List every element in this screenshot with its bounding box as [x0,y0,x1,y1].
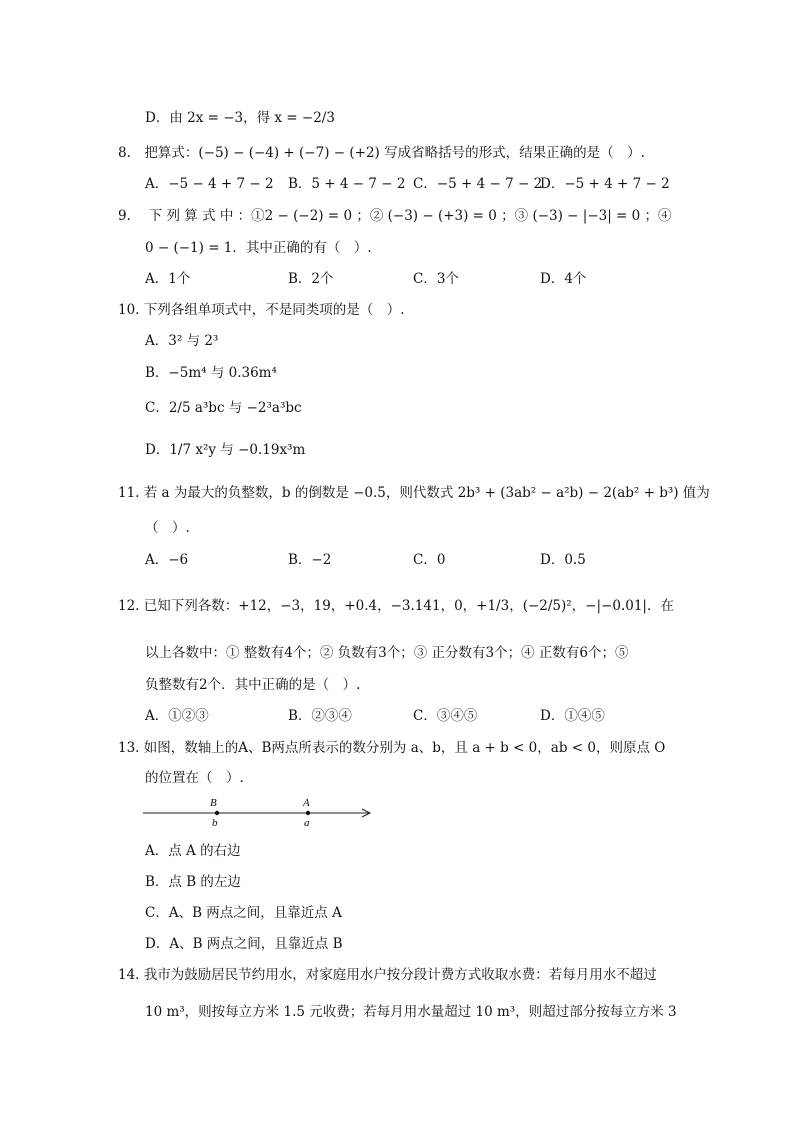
q11-option-a: A．−6 [145,552,189,568]
q8-options [0,174,794,194]
q10-option-a: A．3² 与 2³ [145,333,219,349]
point-b-label: B [210,797,217,809]
q12-option-b: B．②③④ [288,708,352,724]
q10-option-d: D．1/7 x²y 与 −0.19x³m [145,442,306,458]
q11-option-d: D．0.5 [540,552,586,568]
q9-stem-line1: 9. 下 列 算 式 中 ：①2 − (−2) = 0 ；② (−3) − (+3) = 0 ；③ (−3) − |−3| = 0 ；④ [118,208,672,224]
q11-option-b: B．−2 [288,552,332,568]
point-a-dot [306,811,310,815]
q11-stem-line2: （ ）. [145,520,190,536]
q8-option-b: B．5 + 4 − 7 − 2 [288,176,406,192]
point-a-label: A [303,797,310,809]
q12-stem-line1: 12. 已知下列各数：+12，−3，19，+0.4，−3.141，0，+1/3，(−2/5)²，−|−0.01|．在 [118,598,674,614]
q12-stem-line2: 以上各数中：① 整数有4个；② 负数有3个；③ 正分数有3个；④ 正数有6个；⑤ [145,645,629,661]
q8-option-a: A．−5 − 4 + 7 − 2 [145,176,274,192]
point-a-value: a [304,817,310,829]
q7-option-d: D．由 2x = −3，得 x = −2/3 [145,110,335,126]
q12-option-d: D．①④⑤ [540,708,605,724]
q9-stem-line2: 0 − (−1) = 1．其中正确的有（ ）. [145,240,372,256]
q13-option-a: A．点 A 的右边 [145,843,241,859]
q13-stem-line2: 的位置在（ ）. [145,770,244,786]
q11-options [0,550,794,570]
q12-option-a: A．①②③ [145,708,209,724]
q9-option-d: D．4个 [540,271,587,287]
q13-option-b: B．点 B 的左边 [145,874,241,890]
q13-stem-line1: 13. 如图，数轴上的A、B两点所表示的数分别为 a、b，且 a + b < 0，ab < 0，则原点 O [118,740,666,756]
q14-stem-line1: 14. 我市为鼓励居民节约用水，对家庭用水户按分段计费方式收取水费：若每月用水不超过 [118,967,657,983]
q11-option-c: C．0 [413,552,446,568]
q8-stem: 8. 把算式：(−5) − (−4) + (−7) − (+2) 写成省略括号的形式，结果正确的是（ ）. [118,145,645,161]
q13-option-c: C．A、B 两点之间，且靠近点 A [145,905,342,921]
q11-stem-line1: 11. 若 a 为最大的负整数，b 的倒数是 −0.5，则代数式 2b³ + (3ab² − a²b) − 2(ab² + b³) 值为 [118,485,710,501]
q9-option-b: B．2个 [288,271,334,287]
point-b-dot [215,811,219,815]
number-line-figure [143,795,375,829]
q12-stem-line3: 负整数有2个．其中正确的是（ ）. [145,677,361,693]
q9-option-c: C．3个 [413,271,459,287]
q8-option-d: D．−5 + 4 + 7 − 2 [540,176,670,192]
q12-option-c: C．③④⑤ [413,708,478,724]
q8-option-c: C．−5 + 4 − 7 − 2 [413,176,543,192]
q12-options [0,706,794,726]
q9-option-a: A．1个 [145,271,191,287]
q13-option-d: D．A、B 两点之间，且靠近点 B [145,936,343,952]
point-b-value: b [212,817,218,829]
q10-option-c: C．2/5 a³bc 与 −2³a³bc [145,400,302,416]
q10-option-b: B．−5m⁴ 与 0.36m⁴ [145,365,277,381]
q10-stem: 10. 下列各组单项式中，不是同类项的是（ ）. [118,302,405,318]
q14-stem-line2: 10 m³，则按每立方米 1.5 元收费；若每月用水量超过 10 m³，则超过部分按每立方米 3 [145,1004,677,1020]
q9-options [0,269,794,289]
